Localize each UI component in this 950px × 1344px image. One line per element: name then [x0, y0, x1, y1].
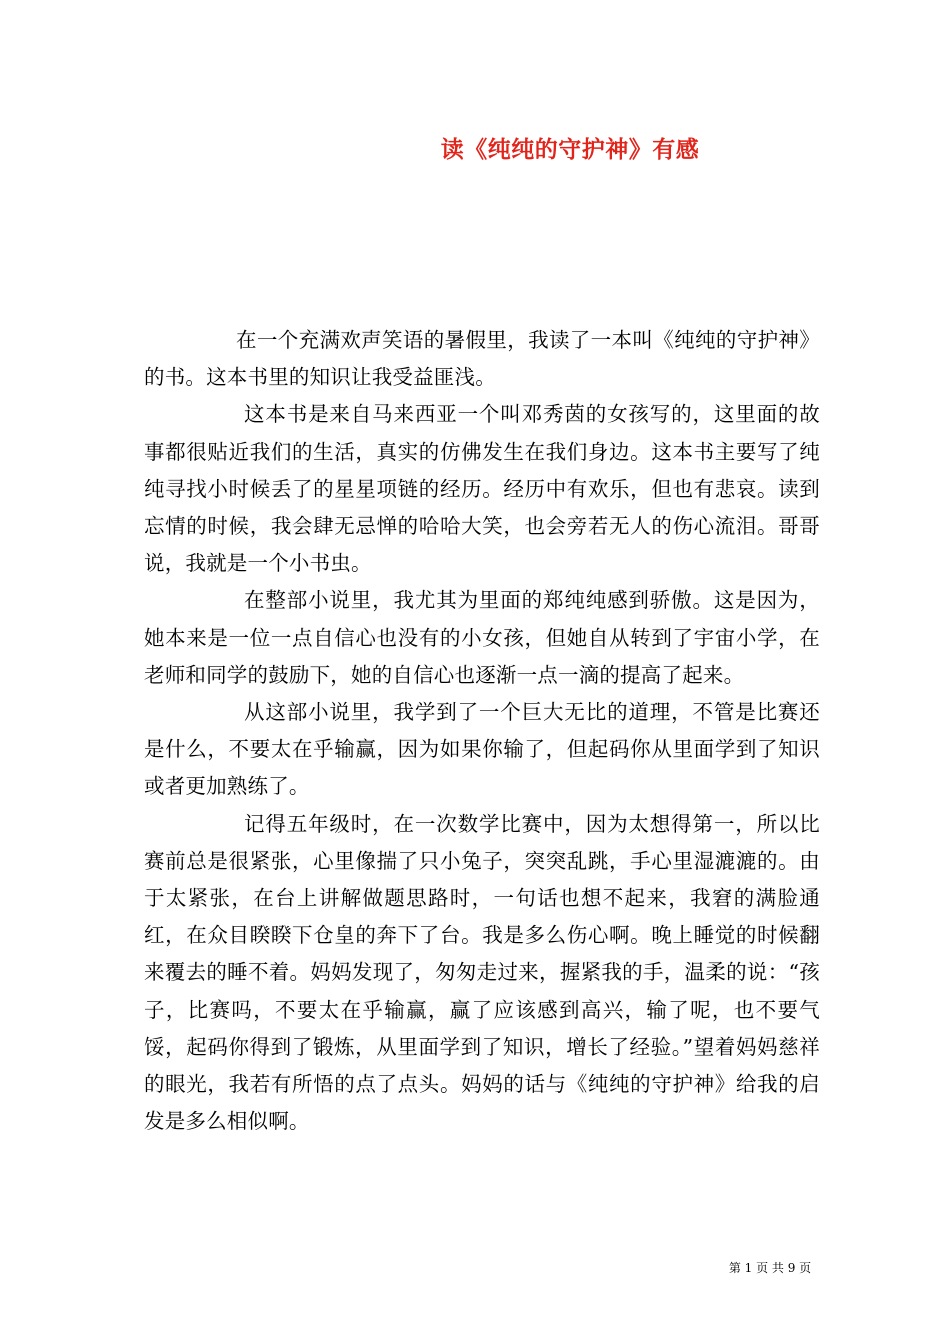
- paragraph-1: 在一个充满欢声笑语的暑假里，我读了一本叫《纯纯的守护神》的书。这本书里的知识让我受益匪浅。: [144, 328, 820, 390]
- document-body: [144, 322, 820, 1140]
- paragraph-4: 从这部小说里，我学到了一个巨大无比的道理，不管是比赛还是什么，不要太在乎输赢，因为如果你输了，但起码你从里面学到了知识或者更加熟练了。: [144, 700, 820, 799]
- paragraph-3: 在整部小说里，我尤其为里面的郑纯纯感到骄傲。这是因为，她本来是一位一点自信心也没有的小女孩，但她自从转到了宇宙小学，在老师和同学的鼓励下，她的自信心也逐渐一点一滴的提高了起来。: [144, 588, 820, 687]
- document-title: 读《纯纯的守护神》有感: [440, 136, 700, 163]
- paragraph-5: 记得五年级时，在一次数学比赛中，因为太想得第一，所以比赛前总是很紧张，心里像揣了只小兔子，突突乱跳，手心里湿漉漉的。由于太紧张，在台上讲解做题思路时，一句话也想不起来，我窘的满脸通红，在众目睽睽下仓皇的奔下了台。我是多么伤心啊。晚上睡觉的时候翻来覆去的睡不着。妈妈发现了，匆匆走过来，握紧我的手，温柔的说：“孩子，比赛吗，不要太在乎输赢，赢了应该感到高兴，输了呢，也不要气馁，起码你得到了锻炼，从里面学到了知识，增长了经验。”望着妈妈慈祥的眼光，我若有所悟的点了点头。妈妈的话与《纯纯的守护神》给我的启发是多么相似啊。: [144, 811, 820, 1134]
- paragraph-2: 这本书是来自马来西亚一个叫邓秀茵的女孩写的，这里面的故事都很贴近我们的生活，真实的仿佛发生在我们身边。这本书主要写了纯纯寻找小时候丢了的星星项链的经历。经历中有欢乐，但也有悲哀。读到忘情的时候，我会肆无忌惮的哈哈大笑，也会旁若无人的伤心流泪。哥哥说，我就是一个小书虫。: [144, 402, 820, 576]
- page-number-footer: 第 1 页 共 9 页: [728, 1261, 812, 1275]
